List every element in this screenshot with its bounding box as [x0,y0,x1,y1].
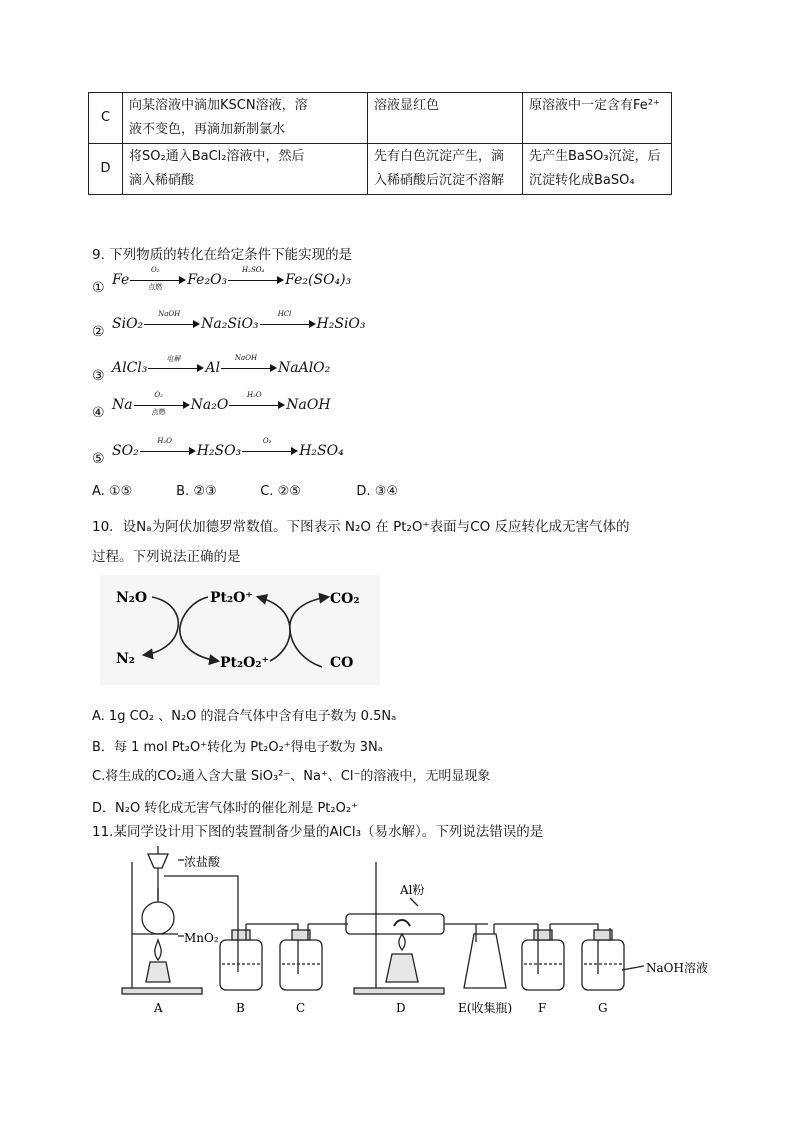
stand-base [122,988,202,994]
dropping-funnel [148,854,168,868]
pipe-a-b [164,876,238,928]
reaction-number: ② [92,324,105,340]
row-label: D [89,144,123,195]
intermediate: H₂SO₃ [196,443,242,459]
phenomenon-cell [368,93,523,144]
arrow-condition: NaOH [158,310,181,318]
option-b[interactable]: B．每 1 mol Pt₂O⁺转化为 Pt₂O₂⁺得电子数为 3Nₐ [92,740,383,755]
question-9-choices [92,484,398,499]
intermediate: Al [205,360,220,376]
reaction-equation [112,391,331,416]
mno2-label: MnO₂ [184,931,219,945]
arrow-condition-below: 点燃 [151,408,166,416]
reactant: SO₂ [112,443,139,459]
reactant: Fe [112,272,130,288]
reaction-equation [112,310,366,332]
label-c: C [296,1001,306,1015]
cell-line: 原溶液中一定含有Fe²⁺ [529,98,660,113]
bottle-g [582,940,624,990]
reaction-number: ④ [92,405,105,421]
reaction-number: ① [92,280,105,296]
reaction-arrow [228,266,284,288]
phenomenon-cell [368,144,523,195]
n2o-label: N₂O [116,590,148,606]
question-11-stem: 11.某同学设计用下图的装置制备少量的AlCl₃（易水解）。下列说法错误的是 [92,824,544,840]
round-flask [142,902,174,934]
table-row [89,93,672,144]
cell-line: 液不变色，再滴加新制氯水 [129,122,286,137]
flask-e [464,934,506,988]
reaction-arrow [140,437,196,459]
intermediate: Fe₂O₃ [187,272,228,288]
pt2o2-label: Pt₂O₂⁺ [220,655,269,671]
burner-d [386,954,418,982]
arrow-condition: NaOH [234,354,258,362]
reactant: Na [112,397,133,413]
arrow-condition: O₂ [262,437,272,445]
reaction-equation [112,354,331,376]
reaction-arrow [242,437,298,459]
label-f: F [538,1001,547,1015]
reaction-arrow [148,355,204,376]
bottle-b [220,940,262,990]
conclusion-cell [523,93,672,144]
product: H₂SO₄ [299,443,344,459]
option-a[interactable]: A. 1g CO₂ 、N₂O 的混合气体中含有电子数为 0.5Nₐ [92,709,397,724]
arrow-condition-below: 点燃 [148,283,163,291]
question-10-stem-line1: 10．设Nₐ为阿伏加德罗常数值。下图表示 N₂O 在 Pt₂O⁺表面与CO 反应转化成无害气体的 [92,519,630,535]
cell-line: 滴入稀硝酸 [129,173,195,188]
label-d: D [396,1001,406,1015]
cell-line: 向某溶液中滴加KSCN溶液，溶 [129,98,308,113]
choice-c[interactable]: C. ②⑤ [260,484,301,499]
reaction-equation [112,266,352,291]
intermediate: Na₂SiO₃ [201,316,259,332]
cell-line: 溶液显红色 [374,98,440,113]
question-10-stem-line2: 过程。下列说法正确的是 [92,549,241,565]
label-e: E(收集瓶) [458,1001,513,1015]
choice-a[interactable]: A. ①⑤ [92,484,133,499]
arrow-condition: H₂O [246,391,262,399]
operation-cell [123,144,368,195]
flame-a [155,940,161,960]
product: Fe₂(SO₄)₃ [285,272,352,288]
flame-d [399,934,405,950]
apparatus-diagram [118,842,718,1022]
naoh-pointer [622,966,644,970]
pt2o-label: Pt₂O⁺ [210,590,253,606]
co2-label: CO₂ [330,591,360,607]
arrow-condition: H₂O [157,437,173,445]
bottle-f [522,940,564,990]
al-label: Al粉 [400,883,425,897]
product: NaOH [286,397,331,413]
row-label: C [89,93,123,144]
label-g: G [598,1001,608,1015]
catalytic-cycle-diagram [100,575,380,685]
reaction-arrow [221,354,277,376]
arrow-condition: O₂ [154,391,163,399]
intermediate: Na₂O [190,397,229,413]
arrow-condition: H₂SO₄ [242,266,265,274]
n2-label: N₂ [116,651,135,667]
cell-line: 先有白色沉淀产生，滴 [374,149,505,164]
table-row [89,144,672,195]
reaction-arrow [134,391,190,416]
product: H₂SiO₃ [316,316,366,332]
options-table [88,92,672,195]
reaction-arrow [229,391,285,413]
cell-line: 入稀硝酸后沉淀不溶解 [374,173,505,188]
question-9-stem: 9. 下列物质的转化在给定条件下能实现的是 [92,247,353,263]
label-b: B [236,1001,245,1015]
cell-line: 将SO₂通入BaCl₂溶液中，然后 [129,149,305,164]
arrow-condition: HCl [277,310,292,318]
option-d[interactable]: D．N₂O 转化成无害气体时的催化剂是 Pt₂O₂⁺ [92,801,358,816]
arrow-condition: O₂ [150,266,160,274]
hcl-label: 浓盐酸 [184,855,221,869]
cell-line: 沉淀转化成BaSO₄ [529,173,635,188]
cell-line: 先产生BaSO₃沉淀，后 [529,149,661,164]
burner-a [146,962,170,982]
reactant: AlCl₃ [112,360,148,376]
conclusion-cell [523,144,672,195]
reactant: SiO₂ [112,316,144,332]
operation-cell [123,93,368,144]
arrow-condition: 电解 [166,355,181,363]
reaction-arrow [144,310,200,332]
choice-b[interactable]: B. ②③ [176,484,217,499]
option-c[interactable]: C.将生成的CO₂通入含大量 SiO₃²⁻、Na⁺、Cl⁻的溶液中，无明显现象 [92,769,491,784]
naoh-label: NaOH溶液 [646,961,708,975]
reaction-equation [112,437,344,459]
choice-d[interactable]: D. ③④ [356,484,399,499]
reaction-arrow [260,310,316,332]
reaction-number: ③ [92,368,105,384]
co-label: CO [330,655,354,671]
reaction-arrow [130,266,186,291]
al-powder [394,920,410,926]
label-a: A [154,1001,163,1015]
bottle-c [280,940,322,990]
reaction-number: ⑤ [92,451,105,467]
product: NaAlO₂ [277,360,331,376]
